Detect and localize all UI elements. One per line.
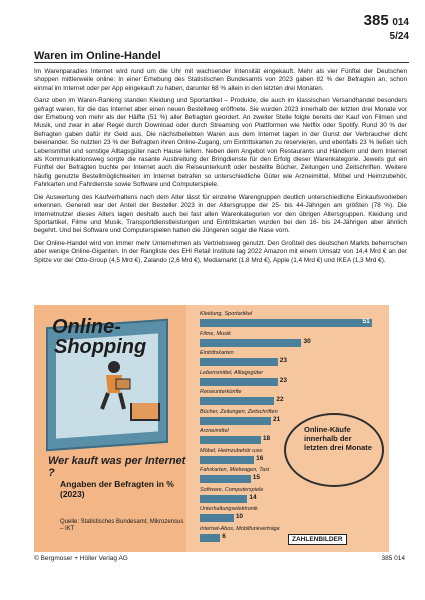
bar — [200, 534, 220, 542]
bar-category-label: Kleidung, Sportartikel — [200, 311, 253, 317]
bar-category-label: Unterhaltungselektronik — [200, 506, 258, 512]
bar — [200, 378, 278, 386]
bar-row — [200, 331, 386, 351]
bar-value-label: 22 — [276, 396, 284, 403]
bar — [200, 397, 274, 405]
bar-category-label: Bücher, Zeitungen, Zeitschriften — [200, 408, 278, 415]
title-divider — [34, 62, 409, 63]
paragraph-2: Ganz oben im Waren-Ranking standen Kleidung und Sportartikel – Produkte, die auch im klassischen Versandhandel besonders gefragt waren, für die das Internet aber einen neuen Bestellweg eröffnete. Sie wurden 2023 innerhalb der letzten drei Monate vor der Erhebung von mehr als der Hälfte (51 %) aller Befragten geordert. An zweiter Stelle folgte bereits der Kauf von Filmen und Musik, und zwar in aller Regel durch Download oder durch Streaming von Plattformen wie Netflix oder Spotify. Rund 30 % der Befragten gaben dafür ihr Geld aus. Die nächstbeliebten Waren aus dem Internet lagen in der Gunst der Verbraucher dicht beieinander. So nutzten 23 % der Befragten ihren Online-Zugang, um Eintrittskarten zu reservieren, und ebenfalls 23 % ließen sich Lebensmittel und sonstige Alltagsgüter nach Hause liefern. Neben dem Angebot von Restaurants und Händlern und dem Internet als Kommunikationsweg sorgte die rasante Ausbreitung der Bringdienste für den Erfolg dieser Warenkategorie. Jeweils gut ein Fünftel der Befragten buchte per Internet auch die Reiseunterkunft oder bestellte Bücher, Zeitungen und Zeitschriften. Weitere häufig genutzte Bestellmöglichkeiten im Internet betrafen so unterschiedliche Güter wie Arzneimittel, Möbel und Heimzubehör, Fahrkarten und Fahrdienste sowie Software und Computerspiele. — [34, 97, 407, 189]
bar-row — [200, 311, 386, 331]
bar-row — [200, 506, 386, 526]
bar-row — [200, 350, 386, 370]
bar-category-label: Möbel, Heimzubehör usw. — [200, 447, 264, 454]
bar-value-label: 10 — [235, 513, 244, 520]
bar — [200, 358, 278, 366]
infographic — [34, 305, 389, 552]
page-title: Waren im Online-Handel — [34, 50, 161, 62]
bar-value-label: 14 — [249, 493, 257, 501]
infographic-source: Quelle: Statistisches Bundesamt, Mikrozensus – IKT — [60, 519, 184, 532]
bar-category-label: Filme, Musik — [200, 330, 231, 337]
infographic-question: Wer kauft was per Internet ? — [48, 455, 186, 479]
bar-value-label: 23 — [279, 376, 288, 384]
bar — [200, 417, 271, 425]
bar-value-label: 16 — [256, 454, 264, 462]
document-date: 5/24 — [389, 31, 409, 42]
article-body — [34, 68, 407, 269]
infographic-title: Online- Shopping — [52, 316, 147, 358]
document-header — [364, 14, 409, 42]
bar-category-label: Arzneimittel — [200, 428, 229, 434]
bar-category-label: Fahrkarten, Mietwagen, Taxi — [200, 467, 270, 473]
bar — [200, 339, 301, 347]
infographic-subtitle: Angaben der Befragten in % (2023) — [60, 479, 174, 499]
callout-bubble-text: Online-Käufe innerhalb der letzten drei Monate — [304, 425, 372, 452]
bar-row — [200, 487, 386, 507]
bar-category-label: Internet-Abos, Mobilfunkverträge — [200, 525, 280, 532]
bar-category-label: Lebensmittel, Alltagsgüter — [200, 369, 264, 376]
bar — [200, 456, 254, 464]
bar — [200, 495, 247, 503]
shopping-cart-icon — [130, 403, 160, 421]
bar-value-label: 18 — [262, 435, 271, 442]
bar — [200, 514, 234, 522]
bar — [200, 436, 261, 444]
zahlenbilder-badge: ZAHLENBILDER — [288, 534, 347, 545]
bar-category-label: Software, Computerspiele — [200, 486, 264, 493]
document-number: 385 014 — [363, 12, 409, 29]
infographic-illustration-panel — [34, 305, 186, 552]
paragraph-1: Im Warenparadies Internet wird rund um die Uhr mit wachsender Intensität eingekauft. Mehr als vier Fünftel der Deutschen shoppen mittlerweile online: In einer Erhebung des Statistischen Bundesamts von 2023 gaben 82 % der Befragten an, schon einmal im Internet oder per App eingekauft zu haben, darunter 68 % allein in den letzten drei Monaten. — [34, 68, 407, 92]
bar-value-label: 23 — [279, 357, 288, 364]
shopper-figure-icon — [92, 359, 132, 411]
bar-row — [200, 370, 386, 390]
paragraph-4: Der Online-Handel wird von immer mehr Unternehmen als Vertriebsweg genutzt. Den Großteil des deutschen Markts beherrschen aber wenige Online-Giganten. In der Rangliste des EHI Retail Institute lag 2022 Amazon mit einem Umsatz von 14,4 Mrd € an der Spitze vor der Otto-Group (4,5 Mrd €), Zalando (2,6 Mrd €), Mediamarkt (1,8 Mrd €), Apple (1,4 Mrd €) und IKEA (1,3 Mrd €). — [34, 239, 407, 264]
bar-value-label: 15 — [252, 474, 260, 481]
bar-category-label: Reiseunterkünfte — [200, 389, 242, 395]
bar-value-label: 51 — [362, 318, 370, 325]
footer-code: 385 014 — [381, 555, 405, 562]
footer-publisher: © Bergmoser + Höller Verlag AG — [34, 555, 128, 562]
bar — [200, 319, 372, 327]
bar — [200, 475, 251, 483]
bar-row — [200, 389, 386, 409]
bar-value-label: 30 — [303, 337, 311, 345]
bar-value-label: 21 — [273, 415, 281, 423]
paragraph-3: Die Auswertung des Kaufverhaltens nach dem Alter lässt für einzelne Warengruppen deutlich unterschiedliche Einkaufsvorlieben erkennen. Generell war der Anteil der Besteller 2023 in der Altersgruppe der 25- bis 44-Jährigen am größten (78 %). Die Internetnutzer dieses Alters lagen deshalb auch bei fast allen Warenkategorien vor den übrigen Altersgruppen. Kleidung und Sportartikel, Filme und Musik, Transportdienstleistungen und Eintrittskarten wurden bei den 16- bis 24-Jährigen aber ähnlich begehrt. Und bei Software und Computerspielen hatten die Jüngeren sogar die Nase vorn. — [34, 193, 407, 235]
bar-value-label: 6 — [222, 532, 226, 540]
bar-category-label: Eintrittskarten — [200, 350, 234, 356]
